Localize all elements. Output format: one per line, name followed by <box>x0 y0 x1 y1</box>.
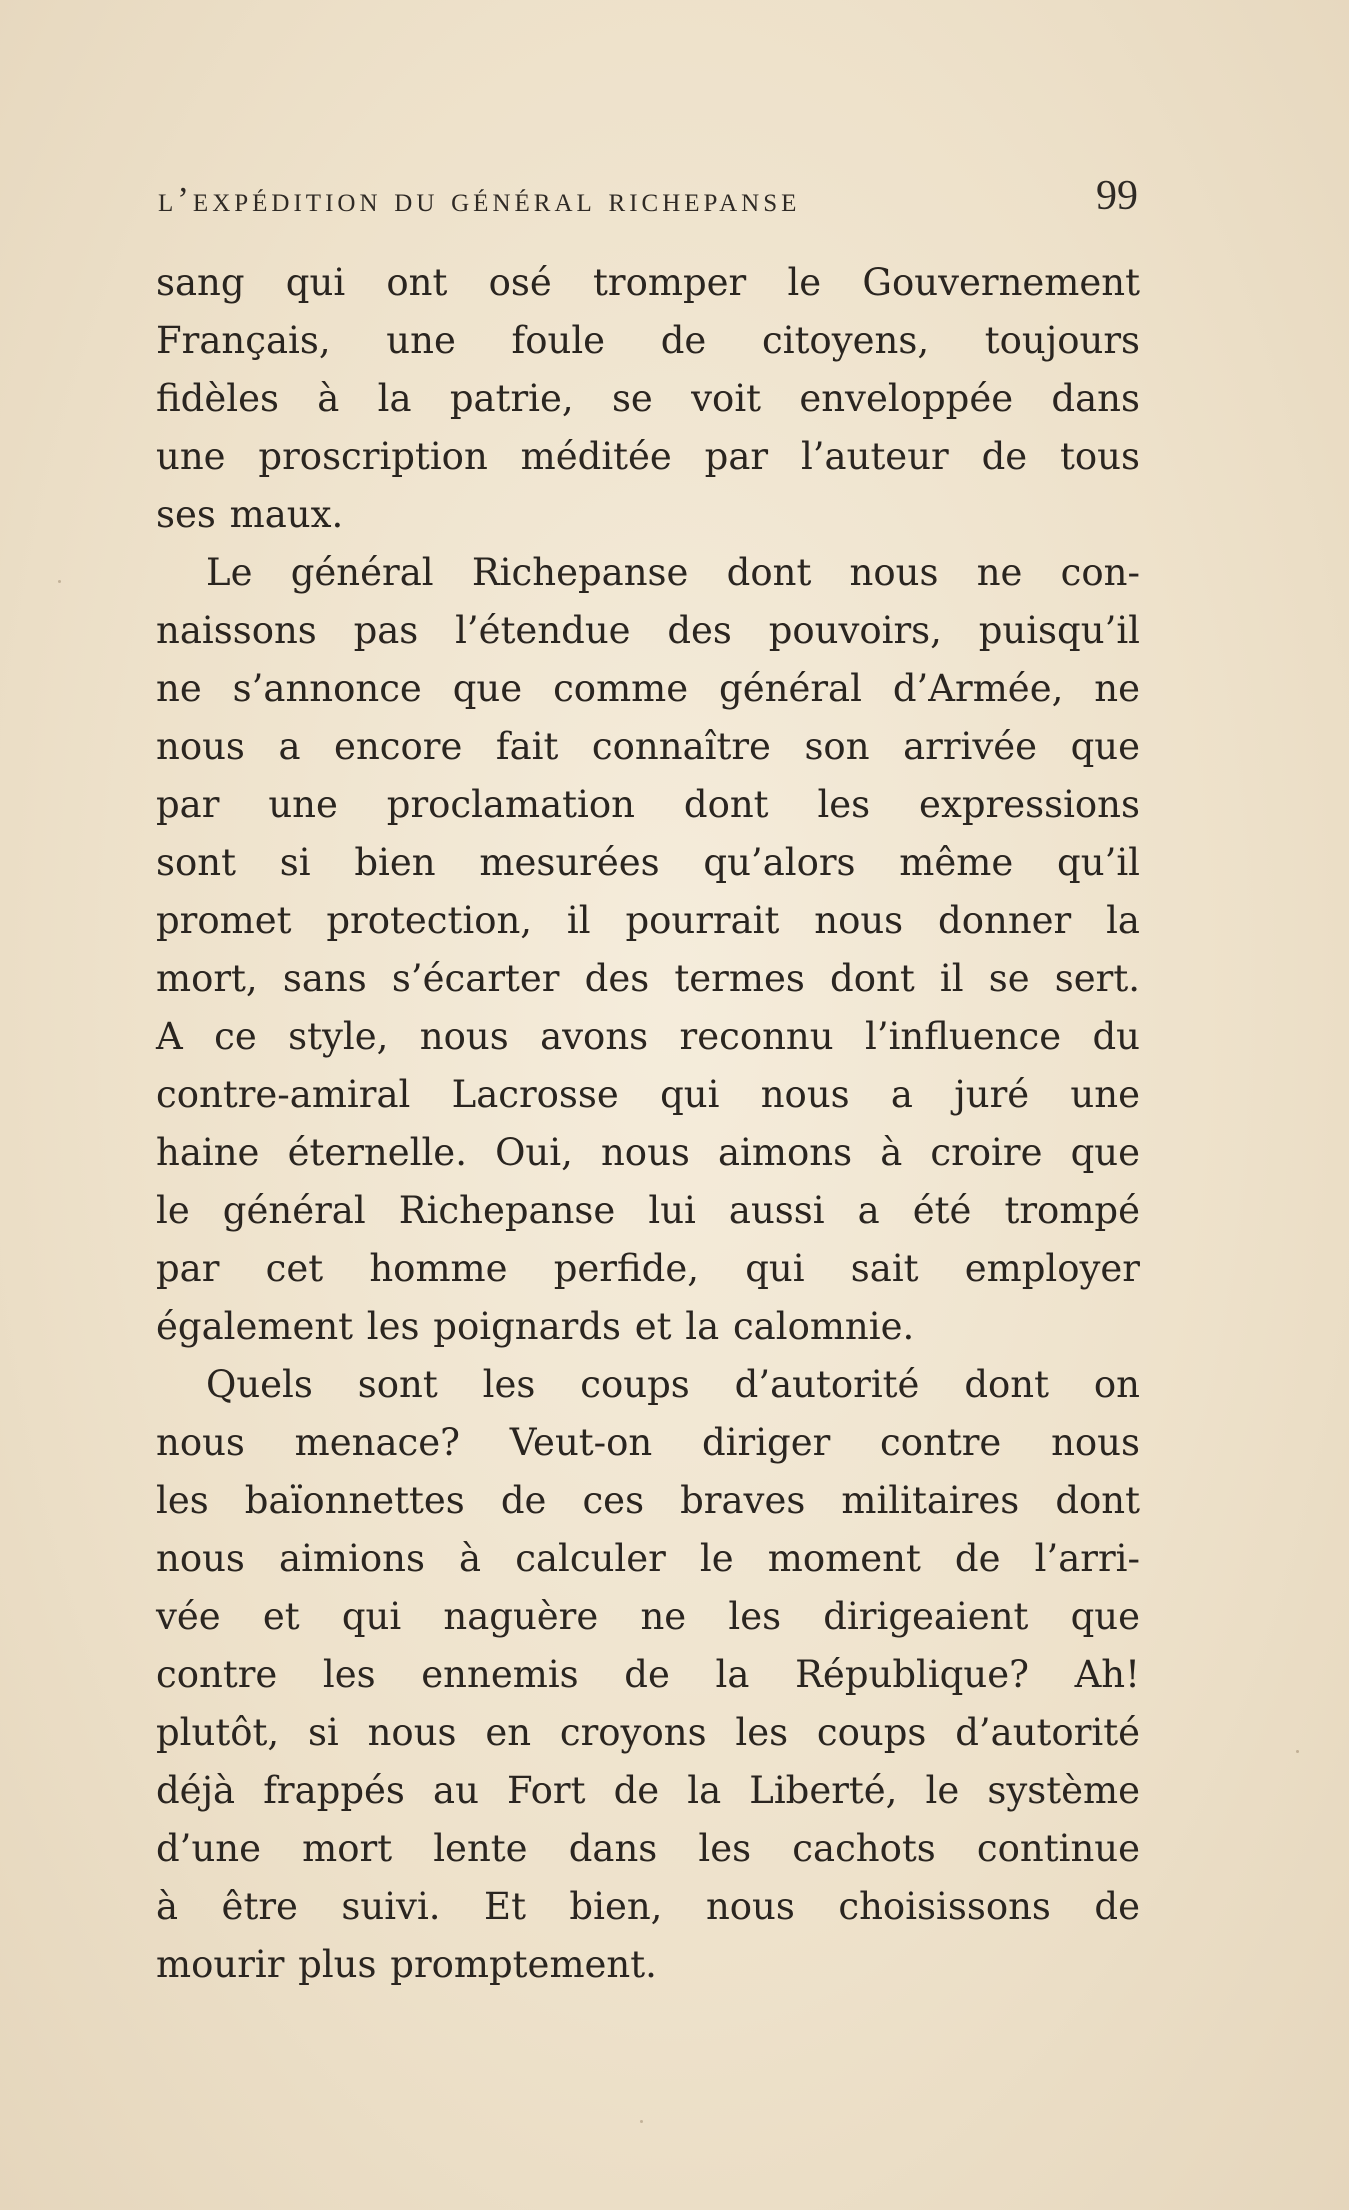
running-title: l’expédition du général richepanse <box>158 180 801 219</box>
text-line: mourir plus promptement. <box>156 1943 657 1986</box>
text-line: A ce style, nous avons reconnu l’influence du <box>156 1015 1140 1058</box>
text-line: Quels sont les coups d’autorité dont on <box>206 1363 1140 1406</box>
paper-speck <box>58 580 61 583</box>
text-line: naissons pas l’étendue des pouvoirs, puisqu’il <box>156 609 1140 652</box>
text-line: une proscription méditée par l’auteur de tous <box>156 435 1140 478</box>
body-text <box>156 254 1140 1994</box>
text-line: nous a encore fait connaître son arrivée que <box>156 725 1140 768</box>
text-line: nous aimions à calculer le moment de l’arri- <box>156 1537 1140 1580</box>
page-header <box>158 172 1138 222</box>
text-line: fidèles à la patrie, se voit enveloppée dans <box>156 377 1140 420</box>
text-line: également les poignards et la calomnie. <box>156 1305 915 1348</box>
text-line: vée et qui naguère ne les dirigeaient que <box>156 1595 1140 1638</box>
text-line: par cet homme perfide, qui sait employer <box>156 1247 1140 1290</box>
text-line: ses maux. <box>156 493 344 536</box>
text-line: déjà frappés au Fort de la Liberté, le système <box>156 1769 1140 1812</box>
text-line: promet protection, il pourrait nous donner la <box>156 899 1140 942</box>
text-line: sont si bien mesurées qu’alors même qu’il <box>156 841 1140 884</box>
text-line: à être suivi. Et bien, nous choisissons de <box>156 1885 1140 1928</box>
text-line: d’une mort lente dans les cachots continue <box>156 1827 1140 1870</box>
text-line: plutôt, si nous en croyons les coups d’autorité <box>156 1711 1140 1754</box>
text-line: ne s’annonce que comme général d’Armée, ne <box>156 667 1140 710</box>
text-line: Français, une foule de citoyens, toujours <box>156 319 1140 362</box>
page-number: 99 <box>1096 173 1138 219</box>
text-line: haine éternelle. Oui, nous aimons à croire que <box>156 1131 1140 1174</box>
text-line: Le général Richepanse dont nous ne con- <box>206 551 1140 594</box>
paper-speck <box>1296 1750 1299 1753</box>
text-line: mort, sans s’écarter des termes dont il se sert. <box>156 957 1140 1000</box>
paper-speck <box>640 2120 643 2123</box>
text-line: sang qui ont osé tromper le Gouvernement <box>156 261 1140 304</box>
text-line: le général Richepanse lui aussi a été trompé <box>156 1189 1140 1232</box>
text-line: nous menace? Veut-on diriger contre nous <box>156 1421 1140 1464</box>
text-line: les baïonnettes de ces braves militaires dont <box>156 1479 1140 1522</box>
text-line: contre-amiral Lacrosse qui nous a juré une <box>156 1073 1140 1116</box>
text-line: par une proclamation dont les expressions <box>156 783 1140 826</box>
text-line: contre les ennemis de la République? Ah! <box>156 1653 1140 1696</box>
